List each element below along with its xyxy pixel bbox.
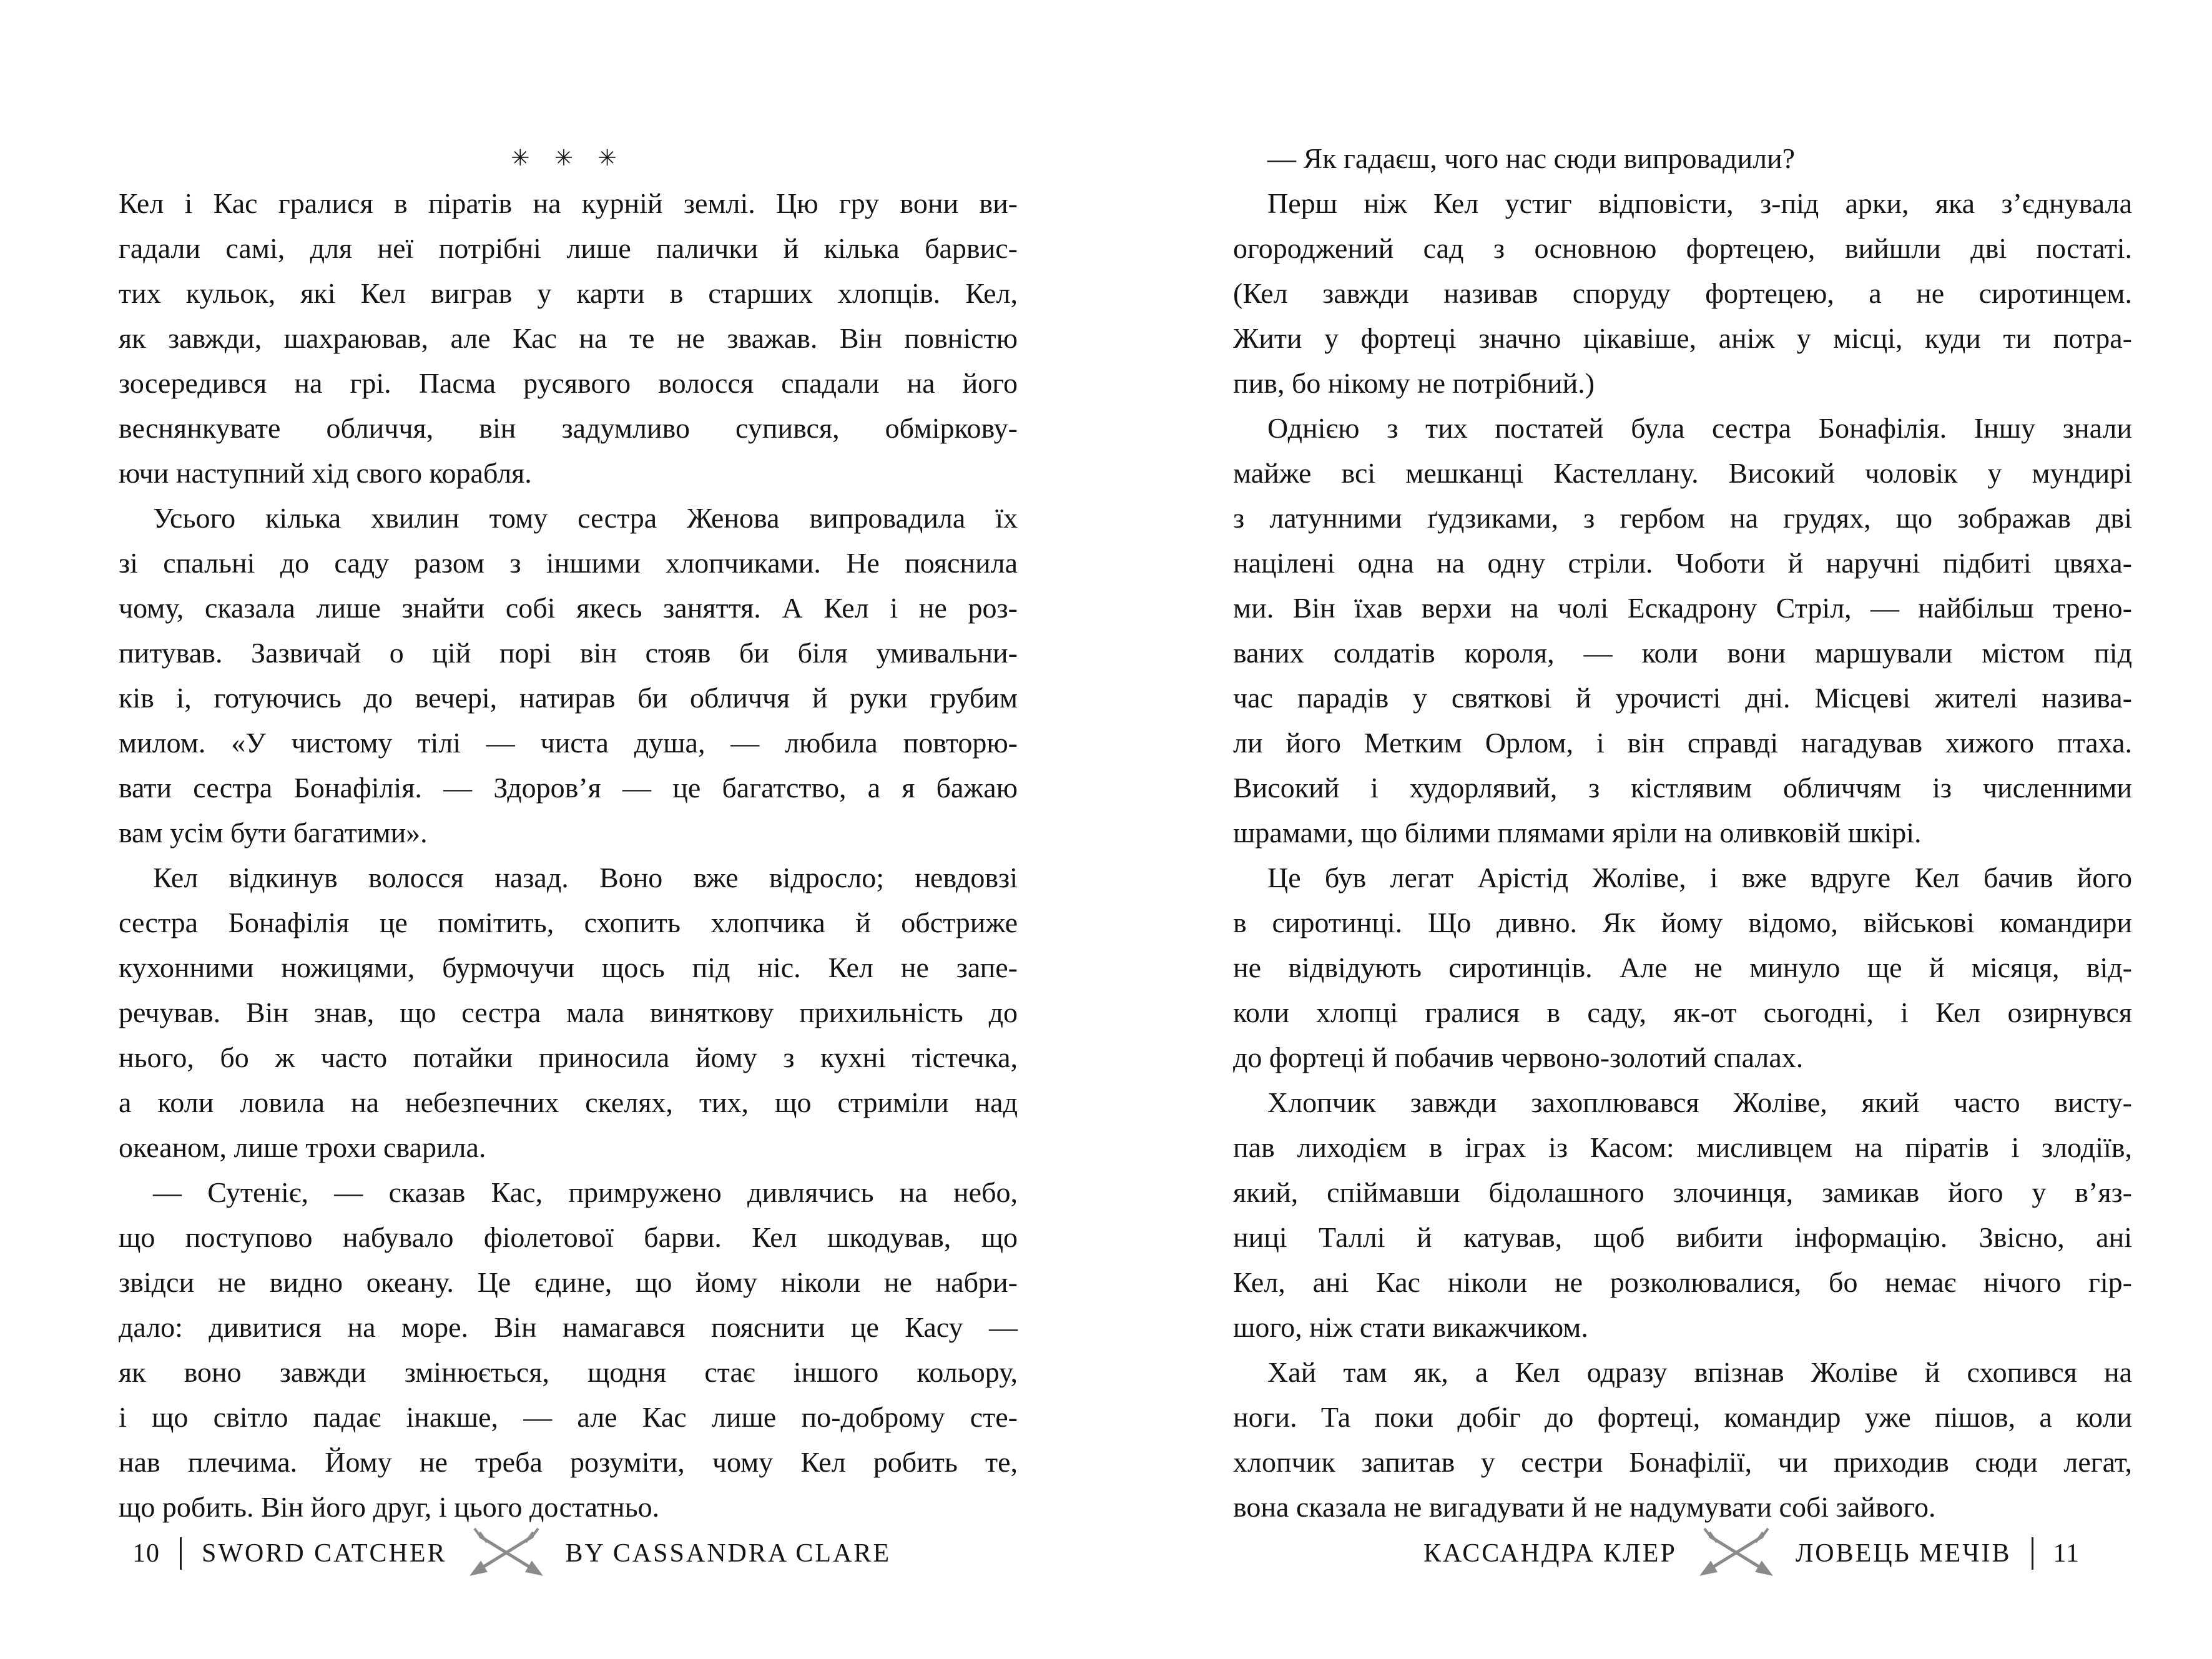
text-line: до фортеці й побачив червоно-золотий спалах. — [1233, 1041, 1804, 1073]
text-line: націлені одна на одну стріли. Чоботи й наручні підбиті цвяха- — [1233, 547, 2132, 579]
text-line: — Як гадаєш, чого нас сюди випровадили? — [1267, 142, 1796, 174]
text-line: вона сказала не вигадувати й не надумувати собі зайвого. — [1233, 1491, 1936, 1523]
text-line: огороджений сад з основною фортецею, вийшли дві постаті. — [1233, 232, 2132, 264]
text-line: Це був легат Арістід Жоліве, і вже вдруге Кел бачив його — [1267, 862, 2132, 893]
text-line: не відвідують сиротинців. Але не минуло ще й місяця, від- — [1233, 952, 2132, 983]
text-line: як воно завжди змінюється, щодня стає іншого кольору, — [119, 1356, 1018, 1388]
text-line: милом. «У чистому тілі — чиста душа, — любила повторю- — [119, 727, 1018, 759]
crossed-arrows-icon — [1697, 1527, 1776, 1580]
text-line: океаном, лише трохи сварила. — [119, 1131, 486, 1163]
text-line: пав лиходієм в іграх із Касом: мисливцем на піратів і злодіїв, — [1233, 1131, 2132, 1163]
text-line: Кел відкинув волосся назад. Воно вже відросло; невдовзі — [153, 862, 1018, 893]
text-line: питував. Зазвичай о цій порі він стояв би біля умивальни- — [119, 637, 1018, 669]
footer-book-title-cyrillic: ЛОВЕЦЬ МЕЧІВ — [1795, 1539, 2012, 1568]
text-line: сестра Бонафілія це помітить, схопить хлопчика й обстриже — [119, 907, 1018, 938]
text-line: кухонними ножицями, бурмочучи щось під ніс. Кел не запе- — [119, 952, 1018, 983]
text-line: нього, бо ж часто потайки приносила йому з кухні тістечка, — [119, 1041, 1018, 1073]
text-line: Високий і худорлявий, з кістлявим обличчям із численними — [1233, 772, 2132, 804]
page-right-text-column — [1233, 136, 2132, 1530]
footer-book-title-latin: SWORD CATCHER — [202, 1539, 447, 1568]
text-line: шого, ніж стати викажчиком. — [1233, 1311, 1588, 1343]
text-line: ноги. Та поки добіг до фортеці, командир уже пішов, а коли — [1233, 1401, 2132, 1433]
footer-divider-rule — [2032, 1537, 2033, 1570]
text-line: звідси не видно океану. Це єдине, що йому ніколи не набри- — [119, 1266, 1018, 1298]
page-right-footer — [1423, 1532, 2080, 1575]
page-right-paragraphs — [1233, 136, 2132, 1530]
scene-break-ornament: ✳ ✳ ✳ — [511, 145, 626, 171]
text-line: як завжди, шахраював, але Кас на те не зважав. Він повністю — [119, 322, 1018, 354]
text-line: Однією з тих постатей була сестра Бонафілія. Іншу знали — [1267, 412, 2132, 444]
text-line: Кел і Кас гралися в піратів на курній землі. Цю гру вони ви- — [119, 187, 1018, 219]
text-line: вати сестра Бонафілія. — Здоров’я — це багатство, а я бажаю — [119, 772, 1018, 804]
page-left-paragraphs — [119, 181, 1018, 1530]
text-line: а коли ловила на небезпечних скелях, тих, що стриміли над — [119, 1086, 1018, 1118]
text-line: — Сутеніє, — сказав Кас, примружено дивлячись на небо, — [153, 1176, 1018, 1208]
text-line: зосередився на грі. Пасма русявого волосся спадали на його — [119, 367, 1018, 399]
text-line: (Кел завжди називав споруду фортецею, а не сиротинцем. — [1233, 277, 2132, 309]
text-line: речував. Він знав, що сестра мала виняткову прихильність до — [119, 997, 1018, 1028]
text-line: що поступово набувало фіолетової барви. Кел шкодував, що — [119, 1221, 1018, 1253]
text-line: тих кульок, які Кел виграв у карти в старших хлопців. Кел, — [119, 277, 1018, 309]
text-line: ниці Таллі й катував, щоб вибити інформацію. Звісно, ані — [1233, 1221, 2132, 1253]
text-line: і що світло падає інакше, — але Кас лише по-доброму сте- — [119, 1401, 1018, 1433]
text-line: Усього кілька хвилин тому сестра Женова випровадила їх — [153, 502, 1018, 534]
footer-author-latin: BY CASSANDRA CLARE — [565, 1539, 892, 1568]
text-line: що робить. Він його друг, і цього достатньо. — [119, 1491, 660, 1523]
text-line: нав плечима. Йому не треба розуміти, чому Кел робить те, — [119, 1446, 1018, 1478]
text-line: який, спіймавши бідолашного злочинця, замикав його у в’яз- — [1233, 1176, 2132, 1208]
text-line: Жити у фортеці значно цікавіше, аніж у місці, куди ти потра- — [1233, 322, 2132, 354]
text-line: хлопчик запитав у сестри Бонафілії, чи приходив сюди легат, — [1233, 1446, 2132, 1478]
text-line: ків і, готуючись до вечері, натирав би обличчя й руки грубим — [119, 682, 1018, 714]
text-line: веснянкувате обличчя, він задумливо супився, обміркову- — [119, 412, 1018, 444]
footer-author-cyrillic: КАССАНДРА КЛЕР — [1423, 1539, 1677, 1568]
text-line: Хлопчик завжди захоплювався Жоліве, який часто висту- — [1267, 1086, 2132, 1118]
text-line: Перш ніж Кел устиг відповісти, з-під арки, яка з’єднувала — [1267, 187, 2132, 219]
text-line: чому, сказала лише знайти собі якесь заняття. А Кел і не роз- — [119, 592, 1018, 624]
text-line: коли хлопці гралися в саду, як-от сьогодні, і Кел озирнувся — [1233, 997, 2132, 1028]
text-line: майже всі мешканці Кастеллану. Високий чоловік у мундирі — [1233, 457, 2132, 489]
text-line: Хай там як, а Кел одразу впізнав Жоліве й схопився на — [1267, 1356, 2132, 1388]
text-line: вам усім бути багатими». — [119, 817, 428, 849]
text-line: час парадів у святкові й урочисті дні. Місцеві жителі назива- — [1233, 682, 2132, 714]
text-line: зі спальні до саду разом з іншими хлопчиками. Не пояснила — [119, 547, 1018, 579]
text-line: ваних солдатів короля, — коли вони маршували містом під — [1233, 637, 2132, 669]
crossed-arrows-icon — [467, 1527, 546, 1580]
text-line: ми. Він їхав верхи на чолі Ескадрону Стріл, — найбільш трено- — [1233, 592, 2132, 624]
page-number-right: 11 — [2053, 1539, 2080, 1568]
text-line: ли його Метким Орлом, і він справді нагадував хижого птаха. — [1233, 727, 2132, 759]
text-line: ючи наступний хід свого корабля. — [119, 457, 532, 489]
page-left-footer — [132, 1532, 891, 1575]
text-line: в сиротинці. Що дивно. Як йому відомо, військові командири — [1233, 907, 2132, 938]
page-number-left: 10 — [132, 1539, 160, 1568]
page-left-text-column — [119, 136, 1018, 1530]
text-line: гадали самі, для неї потрібні лише палички й кілька барвис- — [119, 232, 1018, 264]
text-line: пив, бо нікому не потрібний.) — [1233, 367, 1595, 399]
text-line: шрамами, що білими плямами яріли на оливковій шкірі. — [1233, 817, 1922, 849]
text-line: з латунними ґудзиками, з гербом на грудях, що зображав дві — [1233, 502, 2132, 534]
text-line: дало: дивитися на море. Він намагався пояснити це Касу — — [119, 1311, 1018, 1343]
text-line: Кел, ані Кас ніколи не розколювалися, бо немає нічого гір- — [1233, 1266, 2132, 1298]
footer-divider-rule — [180, 1537, 182, 1570]
